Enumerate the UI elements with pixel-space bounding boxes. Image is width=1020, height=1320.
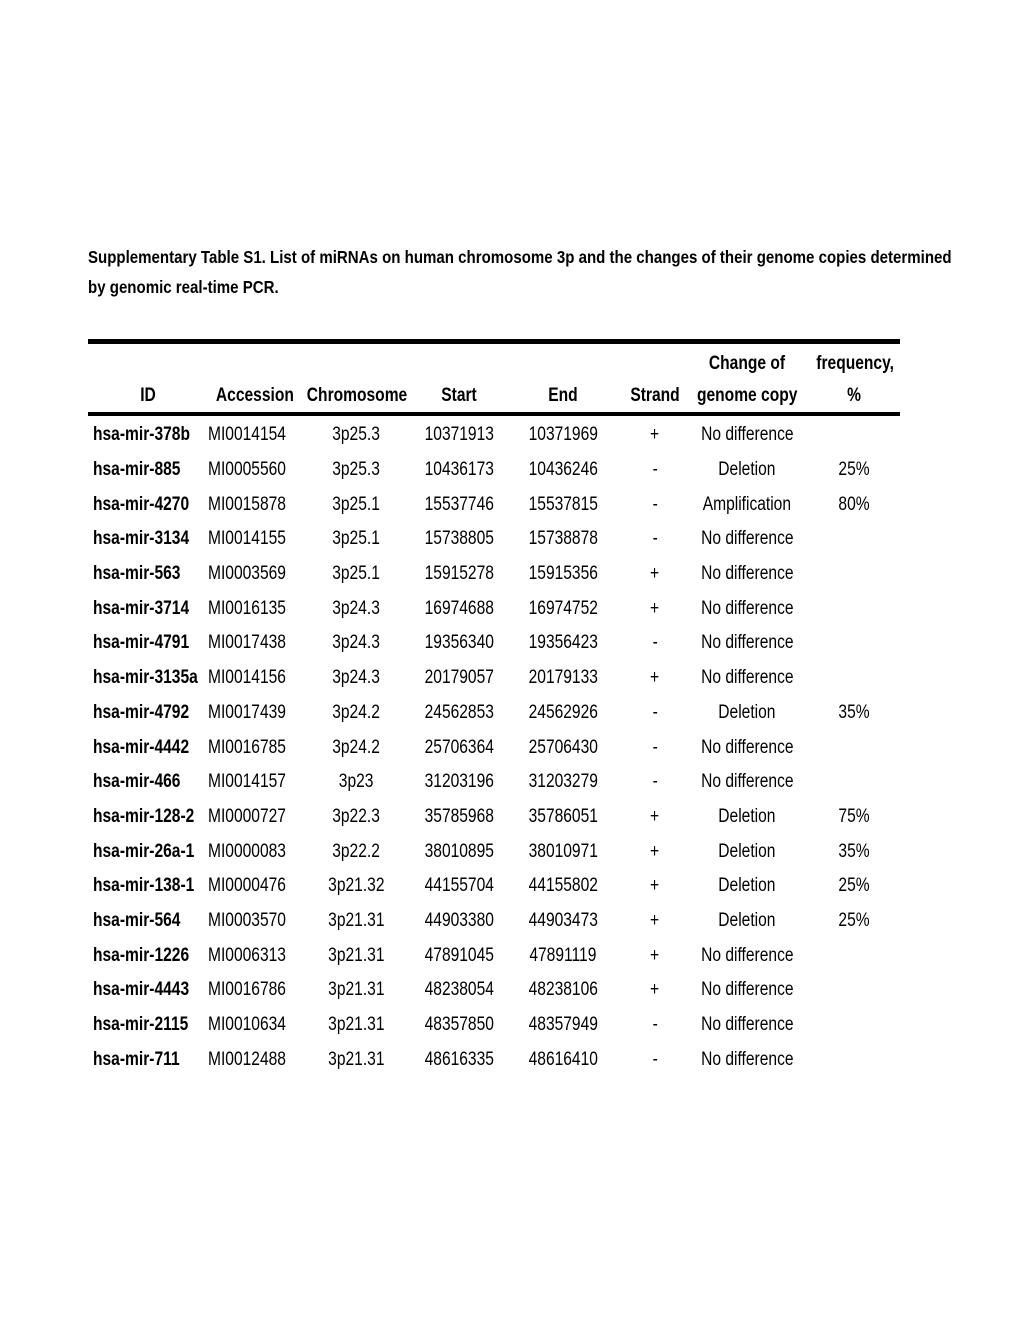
cell-id: hsa-mir-3134 [93,528,190,550]
cell-frequency [808,661,900,696]
cell-change: No difference [700,424,794,446]
cell-accession: MI0016786 [208,979,286,1001]
cell-start: 15738805 [424,528,494,550]
cell-end: 31203279 [528,771,598,793]
cell-end: 19356423 [528,632,598,654]
cell-accession: MI0000727 [208,805,286,827]
cell-frequency [808,557,900,592]
cell-frequency: 75% [838,805,870,827]
cell-accession: MI0010634 [208,1014,286,1036]
cell-start: 47891045 [424,944,494,966]
cell-accession: MI0014154 [208,424,286,446]
cell-chromosome: 3p21.31 [327,979,385,1001]
cell-frequency: 25% [838,875,870,897]
cell-start: 15915278 [424,563,494,585]
cell-end: 20179133 [528,667,598,689]
cell-change: No difference [700,563,794,585]
header-id: ID [140,385,156,406]
cell-chromosome: 3p25.1 [332,493,380,515]
cell-frequency [808,1008,900,1043]
cell-frequency [808,626,900,661]
cell-end: 25706430 [528,736,598,758]
cell-strand: + [650,805,660,827]
cell-frequency [808,730,900,765]
cell-id: hsa-mir-564 [93,909,181,931]
cell-id: hsa-mir-563 [93,563,181,585]
cell-strand: - [652,701,658,723]
cell-frequency [808,1042,900,1077]
cell-start: 10371913 [424,424,494,446]
cell-frequency [808,938,900,973]
cell-frequency [808,416,900,453]
cell-chromosome: 3p21.31 [327,909,385,931]
cell-end: 24562926 [528,701,598,723]
cell-change: Deletion [718,805,776,827]
cell-chromosome: 3p21.31 [327,944,385,966]
table-row [88,696,900,731]
cell-id: hsa-mir-1226 [93,944,190,966]
cell-frequency: 25% [838,909,870,931]
cell-accession: MI0000083 [208,840,286,862]
cell-start: 24562853 [424,701,494,723]
cell-id: hsa-mir-3135a [93,667,198,689]
table-row [88,522,900,557]
cell-end: 44903473 [528,909,598,931]
table-row [88,765,900,800]
table-row [88,973,900,1008]
cell-id: hsa-mir-138-1 [93,875,195,897]
cell-change: No difference [700,736,794,758]
cell-start: 44903380 [424,909,494,931]
cell-accession: MI0005560 [208,459,286,481]
cell-change: No difference [700,632,794,654]
header-frequency: frequency, % [816,353,894,406]
cell-id: hsa-mir-378b [93,424,190,446]
cell-end: 15537815 [528,493,598,515]
cell-change: No difference [700,667,794,689]
cell-start: 10436173 [424,459,494,481]
cell-strand: + [650,909,660,931]
cell-chromosome: 3p22.2 [332,840,380,862]
cell-change: No difference [700,979,794,1001]
cell-chromosome: 3p21.32 [327,875,385,897]
cell-frequency [808,973,900,1008]
header-row [88,344,900,412]
cell-chromosome: 3p24.3 [332,632,380,654]
table-row [88,730,900,765]
cell-start: 20179057 [424,667,494,689]
cell-start: 35785968 [424,805,494,827]
table-row [88,800,900,835]
cell-end: 10436246 [528,459,598,481]
cell-id: hsa-mir-711 [93,1048,180,1070]
cell-strand: - [652,528,658,550]
cell-frequency [808,522,900,557]
cell-start: 25706364 [424,736,494,758]
cell-frequency [808,765,900,800]
cell-strand: + [650,597,660,619]
cell-chromosome: 3p25.3 [332,459,380,481]
cell-end: 16974752 [528,597,598,619]
header-end: End [548,385,578,406]
cell-end: 44155802 [528,875,598,897]
table-caption [88,242,952,302]
cell-end: 15915356 [528,563,598,585]
cell-strand: + [650,667,660,689]
cell-strand: + [650,979,660,1001]
header-start: Start [441,385,477,406]
cell-strand: + [650,424,660,446]
cell-frequency [808,591,900,626]
cell-id: hsa-mir-2115 [93,1014,189,1036]
mirna-table-body [88,416,900,1077]
cell-strand: + [650,563,660,585]
cell-id: hsa-mir-4270 [93,493,190,515]
table-row [88,938,900,973]
cell-start: 19356340 [424,632,494,654]
table-row [88,416,900,453]
header-accession: Accession [215,385,294,406]
table-row [88,453,900,488]
cell-frequency: 80% [838,493,870,515]
cell-chromosome: 3p21.31 [327,1048,385,1070]
cell-chromosome: 3p25.3 [332,424,380,446]
cell-start: 16974688 [424,597,494,619]
cell-accession: MI0000476 [208,875,286,897]
cell-end: 35786051 [528,805,598,827]
cell-chromosome: 3p25.1 [332,563,380,585]
table-row [88,1042,900,1077]
mirna-table [88,344,900,412]
cell-frequency: 35% [838,840,870,862]
cell-strand: - [652,1014,658,1036]
cell-id: hsa-mir-4443 [93,979,190,1001]
cell-accession: MI0017439 [208,701,286,723]
table-row [88,626,900,661]
cell-end: 15738878 [528,528,598,550]
cell-accession: MI0003570 [208,909,286,931]
table-row [88,1008,900,1043]
cell-start: 15537746 [424,493,494,515]
cell-change: No difference [700,528,794,550]
cell-end: 38010971 [528,840,598,862]
cell-change: Deletion [718,840,776,862]
cell-change: Deletion [718,701,776,723]
cell-frequency: 25% [838,459,870,481]
cell-strand: - [652,736,658,758]
cell-end: 48357949 [528,1014,598,1036]
cell-start: 48357850 [424,1014,494,1036]
cell-id: hsa-mir-128-2 [93,805,195,827]
cell-end: 48238106 [528,979,598,1001]
cell-change: Deletion [718,459,776,481]
caption-line-1: Supplementary Table S1. List of miRNAs on human chromosome 3p and the changes of their genome copies determined [88,247,952,267]
cell-accession: MI0014157 [208,771,286,793]
caption-line-2: by genomic real-time PCR. [88,277,279,297]
header-strand: Strand [630,385,680,406]
cell-accession: MI0012488 [208,1048,286,1070]
mirna-table-container [88,339,900,1077]
cell-id: hsa-mir-3714 [93,597,190,619]
cell-strand: + [650,840,660,862]
cell-change: Deletion [718,909,776,931]
cell-change: No difference [700,944,794,966]
cell-strand: + [650,944,660,966]
cell-chromosome: 3p24.2 [332,736,380,758]
cell-change: No difference [700,771,794,793]
cell-end: 47891119 [529,944,597,966]
table-row [88,557,900,592]
cell-id: hsa-mir-885 [93,459,181,481]
cell-id: hsa-mir-4792 [93,701,190,723]
table-row [88,487,900,522]
cell-id: hsa-mir-4791 [93,632,190,654]
cell-end: 10371969 [528,424,598,446]
table-row [88,834,900,869]
cell-change: Deletion [718,875,776,897]
table-row [88,591,900,626]
cell-strand: - [652,493,658,515]
cell-id: hsa-mir-466 [93,771,181,793]
cell-accession: MI0003569 [208,563,286,585]
cell-chromosome: 3p24.3 [332,667,380,689]
cell-chromosome: 3p23 [338,771,374,793]
table-header [88,344,900,412]
header-chromosome: Chromosome [306,385,408,406]
table-row [88,661,900,696]
cell-chromosome: 3p22.3 [332,805,380,827]
cell-chromosome: 3p24.3 [332,597,380,619]
cell-change: No difference [700,1048,794,1070]
cell-end: 48616410 [528,1048,598,1070]
cell-accession: MI0014156 [208,667,286,689]
cell-change: No difference [700,597,794,619]
cell-id: hsa-mir-4442 [93,736,190,758]
cell-strand: + [650,875,660,897]
cell-accession: MI0016785 [208,736,286,758]
cell-start: 48238054 [424,979,494,1001]
cell-accession: MI0016135 [208,597,286,619]
table-row [88,904,900,939]
cell-chromosome: 3p21.31 [327,1014,385,1036]
cell-strand: - [652,632,658,654]
header-change: Change of genome copy [696,353,798,406]
cell-change: No difference [700,1014,794,1036]
cell-start: 44155704 [424,875,494,897]
cell-accession: MI0014155 [208,528,286,550]
cell-strand: - [652,771,658,793]
table-row [88,869,900,904]
cell-chromosome: 3p24.2 [332,701,380,723]
cell-id: hsa-mir-26a-1 [93,840,195,862]
cell-start: 48616335 [424,1048,494,1070]
cell-strand: - [652,1048,658,1070]
cell-strand: - [652,459,658,481]
cell-start: 31203196 [424,771,494,793]
cell-chromosome: 3p25.1 [332,528,380,550]
cell-frequency: 35% [838,701,870,723]
cell-start: 38010895 [424,840,494,862]
cell-accession: MI0006313 [208,944,286,966]
table-body [88,416,900,1077]
cell-accession: MI0015878 [208,493,286,515]
cell-accession: MI0017438 [208,632,286,654]
cell-change: Amplification [702,493,792,515]
